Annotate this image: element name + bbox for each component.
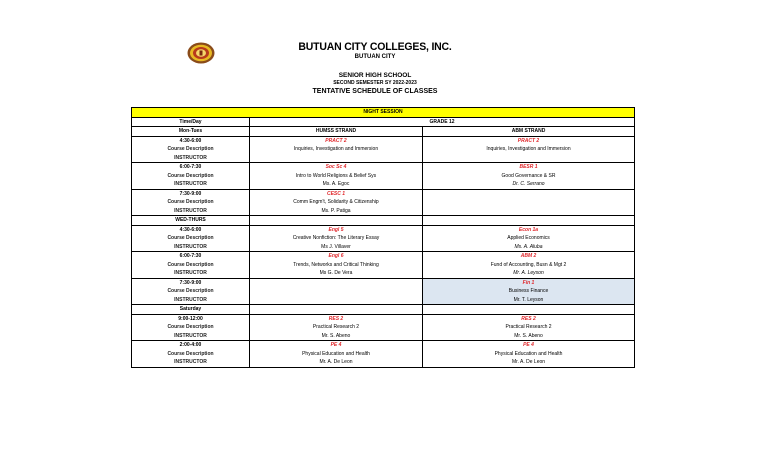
instructor-row [132, 269, 635, 278]
abm-instructor: Mr. S. Abeno [423, 332, 635, 341]
abm-course-code: RES 2 [423, 314, 635, 323]
abm-course-description: Applied Economics [423, 234, 635, 243]
humss-course-description: Trends, Networks and Critical Thinking [250, 261, 423, 270]
header-row [132, 117, 635, 127]
grade-header: GRADE 12 [250, 117, 635, 127]
abm-course-code: Econ 1a [423, 225, 635, 234]
session-row [132, 108, 635, 118]
empty-cell [250, 305, 423, 315]
empty-cell [423, 216, 635, 226]
schedule-table [131, 107, 635, 368]
description-row [132, 145, 635, 154]
instructor-row [132, 358, 635, 367]
instructor-row [132, 180, 635, 189]
abm-course-description: Business Finance [423, 287, 635, 296]
time-row [132, 341, 635, 350]
abm-instructor: Mr. T. Leyson [423, 296, 635, 305]
course-description-label: Course Description [132, 198, 250, 207]
abm-instructor [423, 154, 635, 163]
description-row [132, 323, 635, 332]
time-day-header: Time/Day [132, 117, 250, 127]
humss-course-description: Intro to World Religions & Belief Sys [250, 172, 423, 181]
humss-course-code: PE 4 [250, 341, 423, 350]
instructor-row [132, 296, 635, 305]
time-row [132, 252, 635, 261]
course-description-label: Course Description [132, 323, 250, 332]
time-row [132, 278, 635, 287]
description-row [132, 198, 635, 207]
session-band: NIGHT SESSION [132, 108, 635, 118]
time-row [132, 189, 635, 198]
abm-instructor [423, 207, 635, 216]
abm-instructor: Mr. A. De Leon [423, 358, 635, 367]
instructor-label: INSTRUCTOR [132, 207, 250, 216]
humss-instructor: Ms J. Villaver [250, 243, 423, 252]
humss-instructor: Ms. A. Egoc [250, 180, 423, 189]
course-description-label: Course Description [132, 287, 250, 296]
humss-course-description [250, 287, 423, 296]
school-city: BUTUAN CITY [354, 54, 396, 60]
abm-course-description: Good Governance & SR [423, 172, 635, 181]
empty-cell [250, 216, 423, 226]
course-description-label: Course Description [132, 145, 250, 154]
humss-course-description: Physical Education and Health [250, 350, 423, 359]
time-slot: 4:30-6:00 [132, 136, 250, 145]
abm-course-description: Fund of Accounting, Busn & Mgt 2 [423, 261, 635, 270]
humss-course-code: Engl 5 [250, 225, 423, 234]
abm-course-code: ABM 2 [423, 252, 635, 261]
abm-course-code: Fin 1 [423, 278, 635, 287]
department-title: SENIOR HIGH SCHOOL [338, 72, 412, 79]
time-row [132, 163, 635, 172]
time-row [132, 314, 635, 323]
abm-course-description [423, 198, 635, 207]
humss-instructor: Mr. A. De Leon [250, 358, 423, 367]
humss-course-description: Practical Research 2 [250, 323, 423, 332]
humss-instructor: Mr. S. Abeno [250, 332, 423, 341]
abm-course-code: BESR 1 [423, 163, 635, 172]
college-seal-logo [187, 42, 215, 64]
course-description-label: Course Description [132, 234, 250, 243]
abm-course-description: Inquiries, Investigation and Immersion [423, 145, 635, 154]
time-slot: 4:30-6:00 [132, 225, 250, 234]
course-description-label: Course Description [132, 261, 250, 270]
time-slot: 2:00-4:00 [132, 341, 250, 350]
day-label: Mon-Tues [132, 127, 250, 137]
time-slot: 7:30-9:00 [132, 278, 250, 287]
time-slot: 6:00-7:30 [132, 252, 250, 261]
day-row [132, 305, 635, 315]
humss-course-description: Creative Nonfiction: The Literary Essay [250, 234, 423, 243]
humss-course-code: RES 2 [250, 314, 423, 323]
empty-cell [423, 305, 635, 315]
day-label: Saturday [132, 305, 250, 315]
humss-course-code [250, 278, 423, 287]
instructor-label: INSTRUCTOR [132, 154, 250, 163]
humss-course-code: Engl 6 [250, 252, 423, 261]
abm-instructor: Dr. C. Serrano [423, 180, 635, 189]
instructor-label: INSTRUCTOR [132, 180, 250, 189]
abm-instructor: Mr. A. Leyson [423, 269, 635, 278]
humss-course-description: Inquiries, Investigation and Immersion [250, 145, 423, 154]
time-slot: 9:00-12:00 [132, 314, 250, 323]
course-description-label: Course Description [132, 172, 250, 181]
humss-course-code: PRACT 2 [250, 136, 423, 145]
course-description-label: Course Description [132, 350, 250, 359]
humss-instructor: Ms. P. Patiga [250, 207, 423, 216]
instructor-label: INSTRUCTOR [132, 243, 250, 252]
description-row [132, 287, 635, 296]
instructor-row [132, 332, 635, 341]
description-row [132, 350, 635, 359]
abm-course-code [423, 189, 635, 198]
humss-course-code: CESC 1 [250, 189, 423, 198]
time-row [132, 225, 635, 234]
time-slot: 6:00-7:30 [132, 163, 250, 172]
time-slot: 7:30-9:00 [132, 189, 250, 198]
day-row [132, 216, 635, 226]
day-label: WED-THURS [132, 216, 250, 226]
abm-course-description: Physical Education and Health [423, 350, 635, 359]
time-row [132, 136, 635, 145]
day-row [132, 127, 635, 137]
abm-instructor: Ms. A. Aluba [423, 243, 635, 252]
school-name: BUTUAN CITY COLLEGES, INC. [298, 40, 452, 54]
humss-course-code: Soc Sc 4 [250, 163, 423, 172]
semester-label: SECOND SEMESTER SY 2022-2023 [333, 80, 417, 86]
instructor-label: INSTRUCTOR [132, 269, 250, 278]
instructor-row [132, 207, 635, 216]
instructor-label: INSTRUCTOR [132, 358, 250, 367]
description-row [132, 261, 635, 270]
document-title: TENTATIVE SCHEDULE OF CLASSES [312, 88, 438, 95]
strand-humss-header: HUMSS STRAND [250, 127, 423, 137]
instructor-row [132, 243, 635, 252]
humss-instructor [250, 296, 423, 305]
description-row [132, 172, 635, 181]
strand-abm-header: ABM STRAND [423, 127, 635, 137]
instructor-label: INSTRUCTOR [132, 332, 250, 341]
instructor-label: INSTRUCTOR [132, 296, 250, 305]
abm-course-code: PRACT 2 [423, 136, 635, 145]
humss-instructor: Ms G. De Vera [250, 269, 423, 278]
instructor-row [132, 154, 635, 163]
humss-course-description: Comm Engm't, Solidarity & Citizenship [250, 198, 423, 207]
abm-course-code: PE 4 [423, 341, 635, 350]
humss-instructor [250, 154, 423, 163]
abm-course-description: Practical Research 2 [423, 323, 635, 332]
description-row [132, 234, 635, 243]
